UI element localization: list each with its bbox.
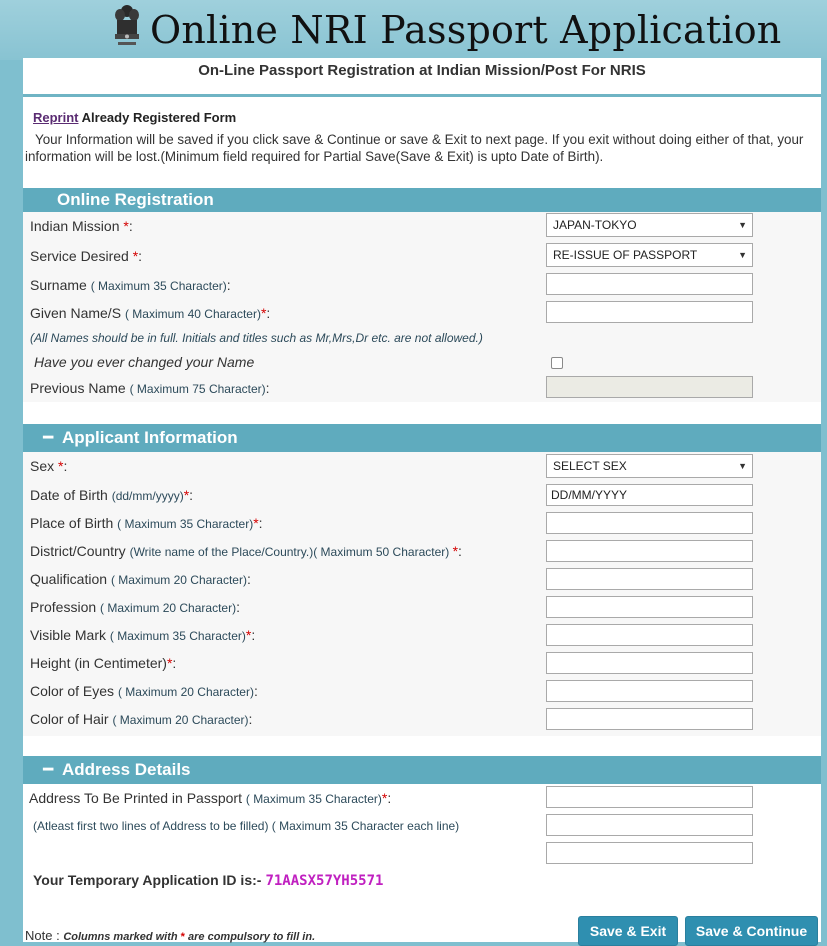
footer-note: Note : Columns marked with * are compulsory to fill in. <box>25 928 316 943</box>
indian-mission-label: Indian Mission *: <box>30 218 133 234</box>
main-panel <box>23 58 821 942</box>
changed-name-label: Have you ever changed your Name <box>34 354 255 370</box>
changed-name-checkbox[interactable] <box>551 357 563 369</box>
qualification-input[interactable] <box>546 568 753 590</box>
eye-color-input[interactable] <box>546 680 753 702</box>
address-line-2-input[interactable] <box>546 814 753 836</box>
address-label: Address To Be Printed in Passport ( Maximum 35 Character)*: <box>29 790 392 806</box>
reprint-text: Already Registered Form <box>81 110 237 125</box>
previous-name-input <box>546 376 753 398</box>
section-title: Online Registration <box>57 190 214 209</box>
names-note: (All Names should be in full. Initials and titles such as Mr,Mrs,Dr etc. are not allowed.) <box>30 331 483 345</box>
eye-color-label: Color of Eyes ( Maximum 20 Character): <box>30 683 258 699</box>
dob-label: Date of Birth (dd/mm/yyyy)*: <box>30 487 194 503</box>
profession-label: Profession ( Maximum 20 Character): <box>30 599 240 615</box>
service-desired-select[interactable]: RE-ISSUE OF PASSPORT ▼ <box>546 243 753 267</box>
save-exit-button[interactable]: Save & Exit <box>578 916 678 946</box>
height-input[interactable] <box>546 652 753 674</box>
district-country-label: District/Country (Write name of the Place/Country.)( Maximum 50 Character) *: <box>30 543 462 559</box>
applicant-information-body <box>23 452 821 736</box>
given-name-label: Given Name/S ( Maximum 40 Character)*: <box>30 305 271 321</box>
indian-mission-select[interactable]: JAPAN-TOKYO ▼ <box>546 213 753 237</box>
save-info-text: Your Information will be saved if you click save & Continue or save & Exit to next page. If you exit without doing either of that, your information will be lost.(Minimum field required for Partial Save(Save & Exit) is upto Date of Birth). <box>25 132 804 164</box>
page-subtitle: On-Line Passport Registration at Indian Mission/Post For NRIS <box>198 62 646 79</box>
given-name-input[interactable] <box>546 301 753 323</box>
sex-select[interactable]: SELECT SEX ▼ <box>546 454 753 478</box>
address-note: (Atleast first two lines of Address to be filled) ( Maximum 35 Character each line) <box>33 819 460 833</box>
surname-label: Surname ( Maximum 35 Character): <box>30 277 231 293</box>
chevron-down-icon: ▼ <box>738 461 747 471</box>
reprint-line <box>33 110 236 125</box>
ashoka-emblem-icon <box>112 2 142 50</box>
section-applicant-information <box>23 424 821 452</box>
save-continue-button[interactable]: Save & Continue <box>685 916 818 946</box>
temp-id-value: 71AASX57YH5571 <box>265 873 384 889</box>
section-address-details <box>23 756 821 784</box>
page-title: Online NRI Passport Application <box>150 8 782 52</box>
chevron-down-icon: ▼ <box>738 250 747 260</box>
chevron-down-icon: ▼ <box>738 220 747 230</box>
service-desired-label: Service Desired *: <box>30 248 143 264</box>
section-title: Address Details <box>62 760 191 779</box>
dob-input[interactable]: DD/MM/YYYY <box>546 484 753 506</box>
address-line-1-input[interactable] <box>546 786 753 808</box>
hair-color-input[interactable] <box>546 708 753 730</box>
section-title: Applicant Information <box>62 428 238 447</box>
qualification-label: Qualification ( Maximum 20 Character): <box>30 571 251 587</box>
place-of-birth-label: Place of Birth ( Maximum 35 Character)*: <box>30 515 263 531</box>
collapse-icon[interactable]: ━ <box>43 428 54 447</box>
visible-mark-input[interactable] <box>546 624 753 646</box>
reprint-link[interactable]: Reprint <box>33 110 79 125</box>
district-country-input[interactable] <box>546 540 753 562</box>
place-of-birth-input[interactable] <box>546 512 753 534</box>
surname-input[interactable] <box>546 273 753 295</box>
previous-name-label: Previous Name ( Maximum 75 Character): <box>30 380 270 396</box>
profession-input[interactable] <box>546 596 753 618</box>
online-registration-body <box>23 212 821 402</box>
divider <box>23 94 821 97</box>
temporary-application-id <box>33 872 383 889</box>
site-banner <box>0 0 827 60</box>
sex-label: Sex *: <box>30 458 68 474</box>
hair-color-label: Color of Hair ( Maximum 20 Character): <box>30 711 253 727</box>
section-online-registration <box>23 188 821 212</box>
address-line-3-input[interactable] <box>546 842 753 864</box>
temp-id-label: Your Temporary Application ID is:- <box>33 872 262 888</box>
visible-mark-label: Visible Mark ( Maximum 35 Character)*: <box>30 627 256 643</box>
collapse-icon[interactable]: ━ <box>43 760 54 779</box>
height-label: Height (in Centimeter)*: <box>30 655 177 671</box>
